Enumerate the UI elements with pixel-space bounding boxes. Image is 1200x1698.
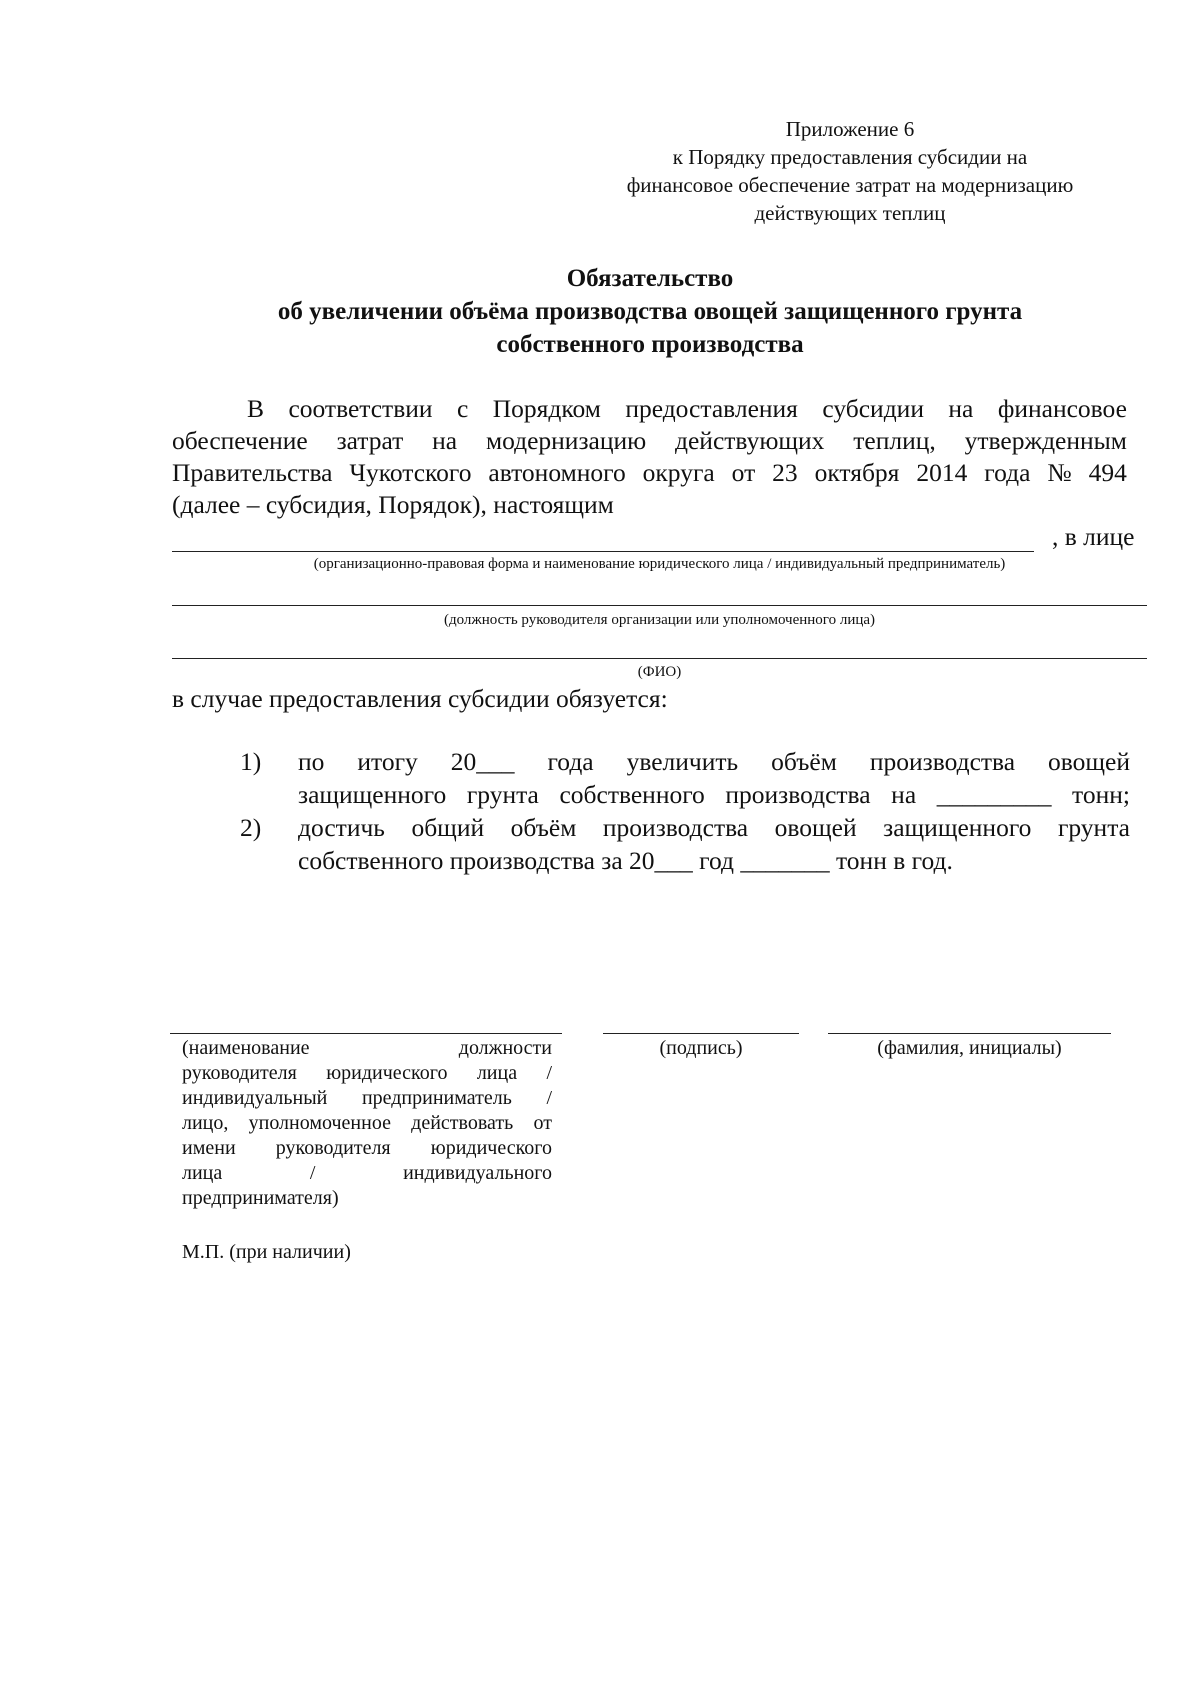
org-name-caption: (организационно-правовая форма и наименование юридического лица / индивидуальный предприниматель) [313, 556, 1006, 572]
word: производства [869, 747, 1016, 776]
word: должности [458, 1037, 552, 1059]
obligation-list [240, 745, 1130, 877]
word: юридического [326, 1062, 448, 1084]
word: субсидии [822, 394, 924, 423]
word: на [432, 426, 458, 455]
word: имени [182, 1137, 236, 1159]
word: производства [602, 813, 749, 842]
word: действующих [675, 426, 825, 455]
list-item [240, 745, 1130, 811]
word: автономного [488, 458, 626, 487]
word: затрат [336, 426, 404, 455]
word: _________ [936, 780, 1052, 809]
word: общий [411, 813, 485, 842]
document-title [160, 262, 1140, 361]
title-line: об увеличении объёма производства овощей защищенного грунта [277, 298, 1023, 325]
word: руководителя [182, 1062, 297, 1084]
appendix-line: действующих теплиц [754, 201, 946, 225]
word: 23 [772, 458, 798, 487]
item-line [298, 745, 1130, 778]
word: / [546, 1087, 552, 1109]
caption-line [182, 1111, 552, 1136]
word: года [984, 458, 1031, 487]
word: № [1047, 458, 1072, 487]
word: грунта [466, 780, 539, 809]
word: защищенного [298, 780, 447, 809]
word: года [547, 747, 594, 776]
word: (наименование [182, 1037, 310, 1059]
word: от [533, 1112, 552, 1134]
word: с [456, 394, 469, 423]
word: 2014 [916, 458, 968, 487]
title-line: Обязательство [566, 265, 734, 292]
appendix-header [560, 115, 1140, 227]
appendix-line: к Порядку предоставления субсидии на [672, 145, 1028, 169]
word: грунта [1057, 813, 1130, 842]
word: индивидуального [403, 1162, 552, 1184]
word: на [948, 394, 974, 423]
word: достичь [298, 813, 385, 842]
signature-sign-caption: (подпись) [659, 1037, 743, 1059]
intro-line [172, 457, 1127, 489]
obligation-intro: в случае предоставления субсидии обязуется: [172, 684, 668, 713]
word: юридического [430, 1137, 552, 1159]
caption-line [182, 1161, 552, 1186]
word: Чукотского [349, 458, 472, 487]
stamp-note: М.П. (при наличии) [182, 1241, 351, 1263]
word: увеличить [626, 747, 739, 776]
word: индивидуальный [182, 1087, 328, 1109]
caption-line: предпринимателя) [182, 1187, 339, 1209]
item-line [298, 778, 1130, 811]
fio-line[interactable] [172, 658, 1147, 659]
caption-line [182, 1036, 552, 1061]
word: собственного [559, 780, 705, 809]
signature-position-caption [182, 1036, 552, 1211]
word: на [891, 780, 917, 809]
word: утвержденным [964, 426, 1127, 455]
word: октября [814, 458, 900, 487]
word: 20___ [450, 747, 515, 776]
word: округа [642, 458, 715, 487]
word: итогу [357, 747, 418, 776]
word: уполномоченное [248, 1112, 391, 1134]
word: руководителя [275, 1137, 391, 1159]
word: предоставления [625, 394, 798, 423]
word: овощей [1048, 747, 1130, 776]
signature-position-line[interactable] [170, 1033, 562, 1034]
org-name-line[interactable] [172, 551, 1034, 552]
word: от [731, 458, 756, 487]
intro-line: (далее – субсидия, Порядок), настоящим [172, 490, 614, 519]
word: соответствии [288, 394, 433, 423]
item-line: собственного производства за 20___ год _______ тонн в год. [298, 846, 953, 875]
word: / [309, 1162, 316, 1184]
signature-name-caption: (фамилия, инициалы) [877, 1037, 1062, 1059]
caption-line [182, 1061, 552, 1086]
signature-sign-line[interactable] [603, 1033, 799, 1034]
title-line: собственного производства [496, 331, 804, 358]
word: лица [476, 1062, 518, 1084]
intro-line [172, 425, 1127, 457]
word: защищенного [883, 813, 1032, 842]
word: объём [510, 813, 577, 842]
list-item [240, 811, 1130, 877]
word: 494 [1088, 458, 1127, 487]
word: В [247, 394, 265, 423]
word: объём [771, 747, 837, 776]
word: овощей [774, 813, 857, 842]
intro-line [172, 393, 1127, 425]
word: / [546, 1062, 552, 1084]
word: предприниматель [361, 1087, 512, 1109]
caption-line [182, 1086, 552, 1111]
signature-name-line[interactable] [828, 1033, 1111, 1034]
appendix-line: Приложение 6 [785, 117, 915, 141]
v-lice-text: , в лице [1052, 522, 1135, 551]
word: модернизацию [485, 426, 647, 455]
intro-paragraph [172, 393, 1127, 521]
word: по [298, 747, 325, 776]
word: обеспечение [172, 426, 308, 455]
item-number: 1) [240, 747, 262, 776]
word: действовать [411, 1112, 514, 1134]
word: Правительства [172, 458, 333, 487]
word: теплиц, [853, 426, 936, 455]
word: производства [725, 780, 871, 809]
appendix-line: финансовое обеспечение затрат на модернизацию [626, 173, 1074, 197]
position-caption: (должность руководителя организации или уполномоченного лица) [443, 612, 876, 628]
fio-caption: (ФИО) [637, 664, 682, 680]
word: финансовое [997, 394, 1127, 423]
word: тонн; [1072, 780, 1130, 809]
word: лицо, [182, 1112, 229, 1134]
caption-line [182, 1136, 552, 1161]
word: лица [182, 1162, 223, 1184]
item-line [298, 811, 1130, 844]
item-number: 2) [240, 813, 262, 842]
word: Порядком [492, 394, 601, 423]
position-line[interactable] [172, 605, 1147, 606]
